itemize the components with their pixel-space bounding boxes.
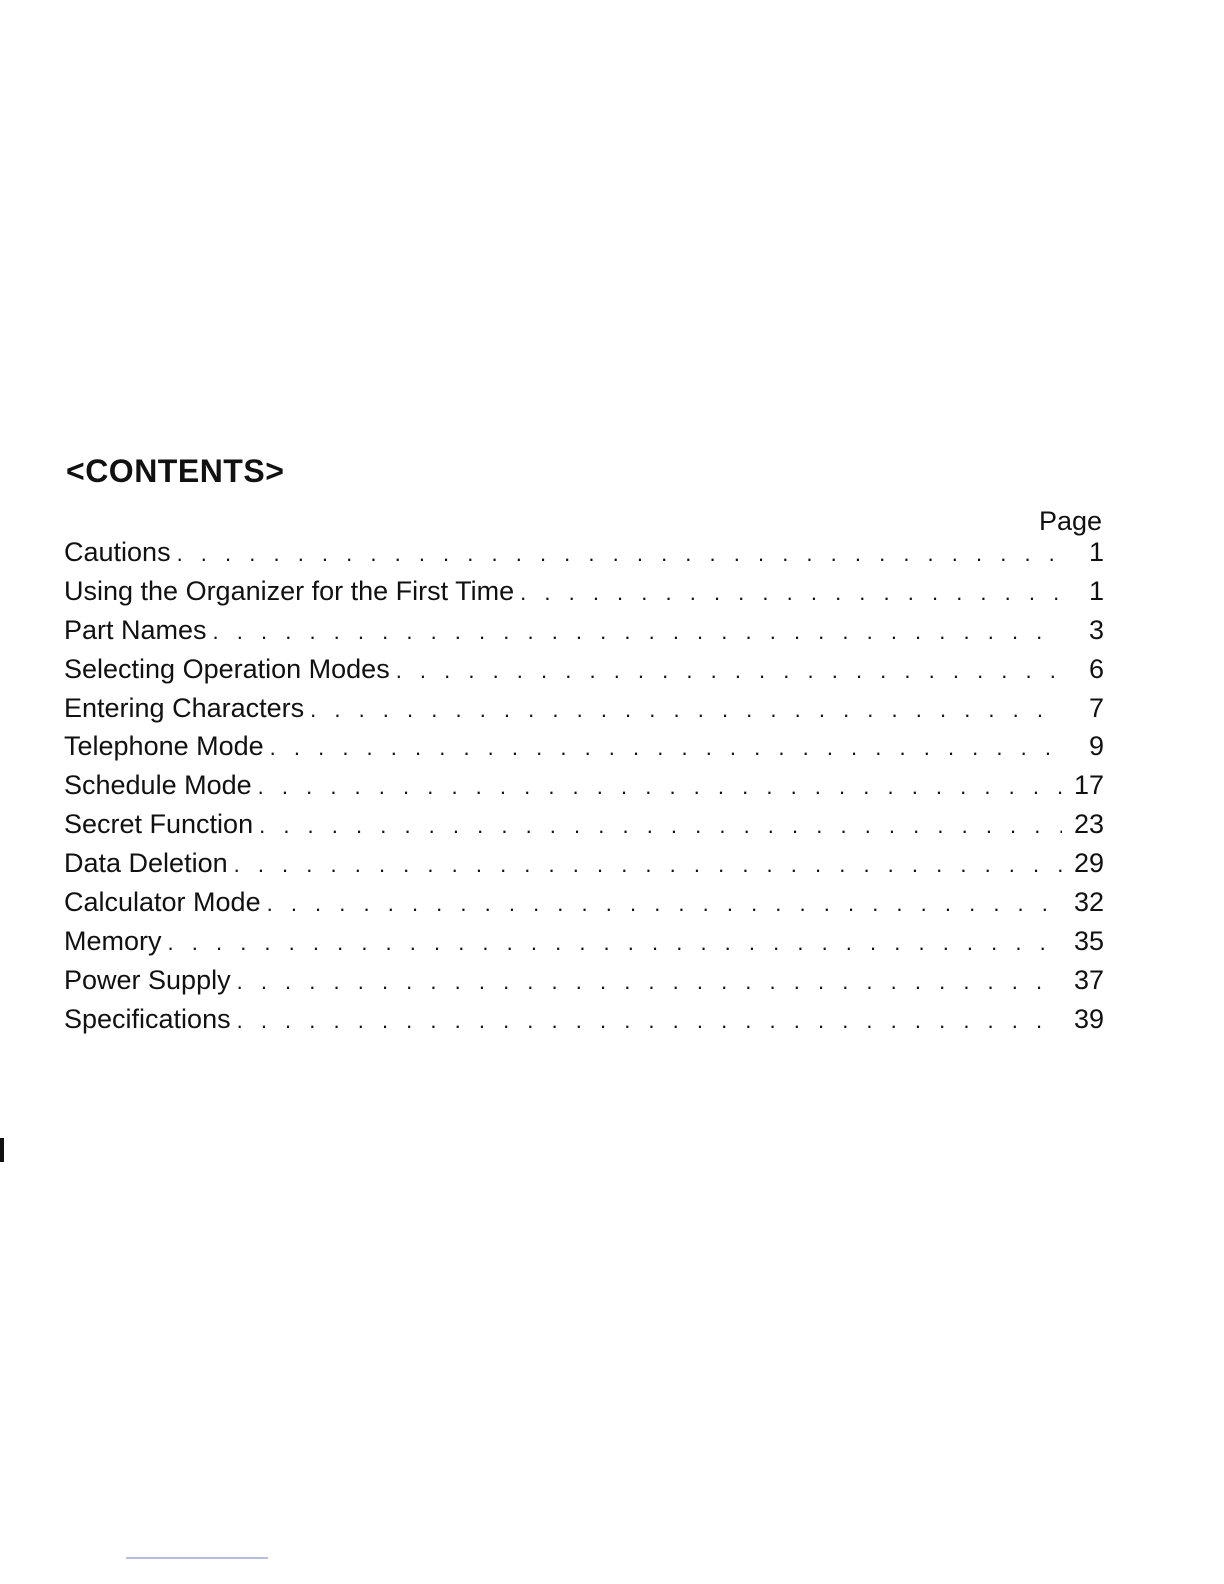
page-column-label: Page (1038, 506, 1102, 536)
table-of-contents (64, 533, 1104, 1039)
contents-heading: <CONTENTS> (66, 453, 285, 489)
toc-entry (64, 922, 1104, 961)
toc-entry-title: Data Deletion (64, 848, 228, 879)
toc-entry (64, 572, 1104, 611)
toc-entry (64, 883, 1104, 922)
toc-entry (64, 805, 1104, 844)
toc-entry (64, 1000, 1104, 1039)
toc-entry-page: 35 (1073, 925, 1104, 956)
toc-entry-title: Telephone Mode (64, 731, 264, 762)
toc-entry (64, 611, 1104, 650)
toc-entry-page: 29 (1073, 848, 1104, 879)
toc-entry-title: Cautions (64, 537, 171, 567)
toc-dot-leader (396, 652, 1062, 691)
toc-entry (64, 766, 1104, 805)
toc-entry-title: Calculator Mode (64, 887, 261, 918)
toc-dot-leader (237, 963, 1062, 1002)
toc-entry (64, 689, 1104, 728)
toc-entry-title: Entering Characters (64, 692, 305, 723)
toc-entry-page: 3 (1088, 614, 1104, 645)
toc-dot-leader (177, 535, 1062, 574)
toc-dot-leader (270, 729, 1062, 768)
toc-entry-title: Schedule Mode (64, 770, 252, 801)
toc-entry-title: Power Supply (64, 964, 231, 995)
toc-entry-page: 37 (1073, 964, 1104, 995)
toc-dot-leader (259, 807, 1062, 846)
toc-dot-leader (168, 924, 1062, 963)
toc-entry-page: 1 (1088, 537, 1104, 567)
toc-entry-page: 17 (1073, 770, 1104, 801)
toc-dot-leader (234, 846, 1062, 885)
toc-entry-page: 39 (1073, 1003, 1104, 1034)
toc-entry-title: Specifications (64, 1003, 231, 1034)
toc-dot-leader (310, 691, 1062, 730)
toc-dot-leader (213, 613, 1062, 652)
toc-entry (64, 650, 1104, 689)
toc-dot-leader (258, 768, 1062, 807)
toc-entry-title: Part Names (64, 614, 207, 645)
toc-entry-page: 23 (1073, 809, 1104, 840)
toc-entry-title: Using the Organizer for the First Time (64, 575, 515, 606)
toc-entry-page: 9 (1088, 731, 1104, 762)
toc-entry-title: Selecting Operation Modes (64, 653, 390, 684)
scan-margin-mark (0, 1138, 4, 1162)
toc-entry-title: Memory (64, 925, 162, 956)
toc-dot-leader (520, 574, 1062, 613)
toc-entry-page: 6 (1088, 653, 1104, 684)
toc-entry (64, 961, 1104, 1000)
toc-entry-page: 1 (1088, 575, 1104, 606)
toc-entry-title: Secret Function (64, 809, 254, 840)
toc-entry-page: 32 (1073, 887, 1104, 918)
toc-entry (64, 727, 1104, 766)
toc-entry (64, 533, 1104, 572)
toc-entry (64, 844, 1104, 883)
toc-dot-leader (237, 1002, 1062, 1041)
bottom-rule-line (126, 1557, 268, 1559)
toc-dot-leader (267, 885, 1062, 924)
toc-entry-page: 7 (1088, 692, 1104, 723)
